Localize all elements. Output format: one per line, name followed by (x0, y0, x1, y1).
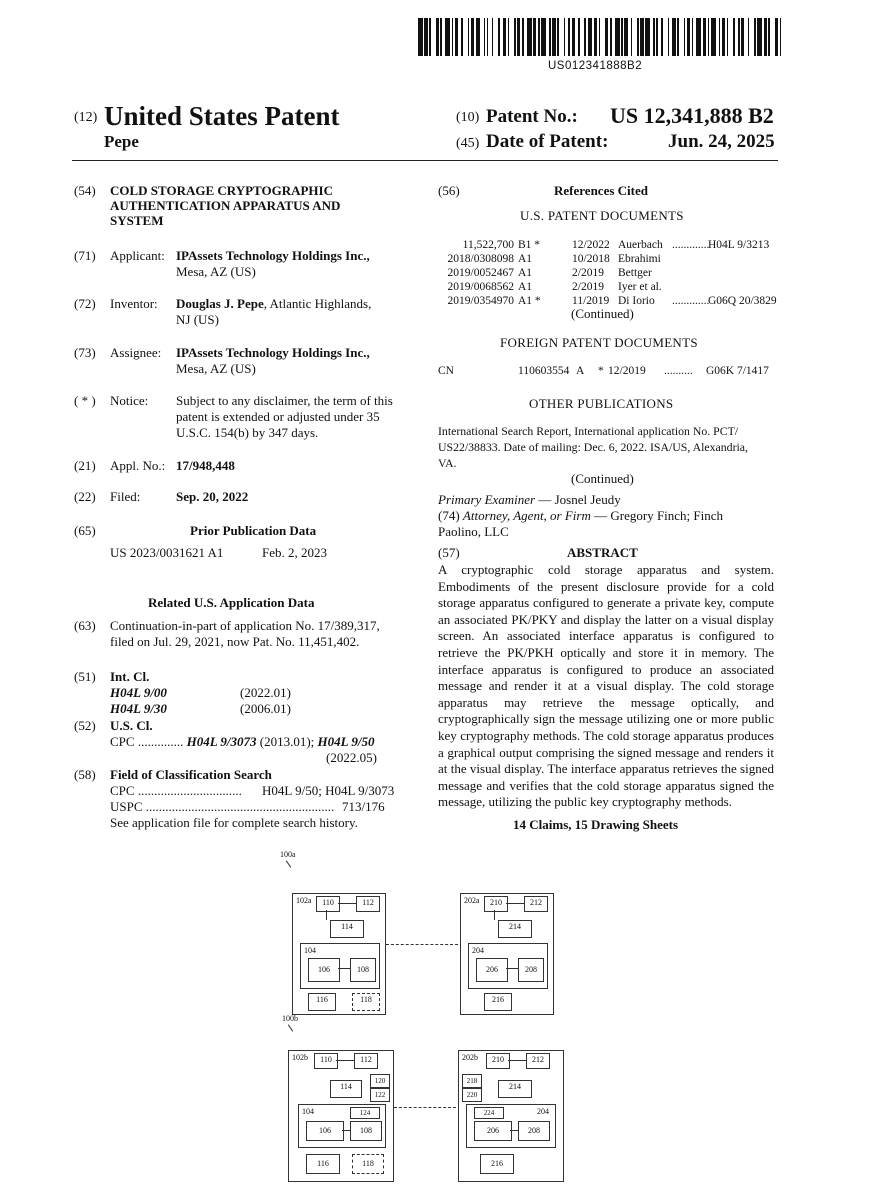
prior-publication-heading: Prior Publication Data (190, 523, 317, 538)
appl-no-label: Appl. No.: (110, 458, 166, 473)
barcode-bar (696, 18, 701, 56)
us-cl-cpc-label: CPC .............. (110, 734, 184, 749)
box-110a: 110 (316, 896, 340, 912)
barcode-bar (498, 18, 500, 56)
attorney-name: — Gregory Finch; Finch (590, 508, 724, 523)
inventor-state: NJ (US) (176, 312, 219, 327)
int-cl-heading: Int. Cl. (110, 669, 150, 684)
box-122b: 122 (370, 1088, 390, 1102)
foreign-doc-row (438, 364, 778, 378)
barcode-bar (517, 18, 520, 56)
link-210-212b (508, 1060, 526, 1061)
barcode-bar (568, 18, 570, 56)
link-206-208b (510, 1130, 518, 1131)
link-210-214a (494, 910, 495, 920)
box-212a: 212 (524, 896, 548, 912)
barcode-bar (468, 18, 470, 56)
assignee-name: IPAssets Technology Holdings Inc., (176, 345, 370, 360)
box-218b: 218 (462, 1074, 482, 1088)
doc-classification: G06Q 20/3829 (708, 295, 777, 307)
filed-date: Sep. 20, 2022 (176, 489, 249, 504)
link-106-108b (342, 1130, 350, 1131)
barcode-bar (538, 18, 540, 56)
barcode-bar (572, 18, 575, 56)
us-patent-doc-row (438, 280, 778, 294)
prior-publication-number: US 2023/0031621 A1 (110, 545, 224, 560)
box-112a: 112 (356, 896, 380, 912)
barcode-bar (687, 18, 690, 56)
other-pub-line-3: VA. (438, 456, 457, 470)
barcode-bar (429, 18, 431, 56)
continuation-line-2: filed on Jul. 29, 2021, now Pat. No. 11,451,402. (110, 634, 360, 649)
box-210a: 210 (484, 896, 508, 912)
doc-classification: H04L 9/3213 (708, 239, 770, 251)
references-cited-heading: References Cited (554, 183, 648, 198)
code-71: (71) (74, 248, 96, 263)
code-58: (58) (74, 767, 96, 782)
doc-name: Di Iorio (618, 295, 655, 307)
box-216b: 216 (480, 1154, 514, 1174)
barcode-bar (733, 18, 735, 56)
barcode-bar (484, 18, 486, 56)
foreign-classification: G06K 7/1417 (706, 365, 769, 377)
barcode-bar (452, 18, 454, 56)
int-cl-1-version: (2022.01) (240, 685, 291, 700)
barcode-bar (445, 18, 450, 56)
code-22: (22) (74, 489, 96, 504)
foreign-number: 110603554 (518, 365, 570, 377)
applicant-location: Mesa, AZ (US) (176, 264, 256, 279)
code-63: (63) (74, 618, 96, 633)
barcode-bar (719, 18, 721, 56)
barcode-bar (503, 18, 506, 56)
inventor-city: , Atlantic Highlands, (263, 296, 372, 311)
barcode-bar (640, 18, 643, 56)
other-publications-heading: OTHER PUBLICATIONS (529, 396, 674, 411)
barcode-bar (461, 18, 463, 56)
abstract-text: A cryptographic cold storage apparatus and system. Embodiments of the present disclosure provide for a cold storage apparatus configured to generate a private key, compute an associated PK/PKY and display the latter on a visual display screen. An associated interface apparatus is configured to retrieve the PK/PKH optically and store it in memory. The interface apparatus is configured to produce an associated message and render it at a visual display. The cold storage apparatus may retrieve the message optically, and cryptographically sign the message utilizing one or more public key cryptography methods. The cold storage apparatus produces a graphical output comprising the signed message and renders it at the visual display. The interface apparatus retrieves the signed message and verifies that the cold storage apparatus signed the message, utilizing the public key cryptography methods. (438, 562, 774, 810)
barcode-bar (661, 18, 663, 56)
box-114a: 114 (330, 920, 364, 938)
inventor-line (176, 296, 371, 312)
patent-number: US 12,341,888 B2 (610, 103, 774, 128)
box-208b: 208 (518, 1121, 550, 1141)
barcode-bar (708, 18, 710, 56)
doc-number: 2018/0308098 (447, 253, 514, 265)
barcode-bar (610, 18, 612, 56)
doc-dots: ............. (672, 239, 710, 251)
barcode-bar (514, 18, 516, 56)
code-notice: ( * ) (74, 393, 96, 408)
assignee-location: Mesa, AZ (US) (176, 361, 256, 376)
barcode-bar (780, 18, 782, 56)
us-cl-heading: U.S. Cl. (110, 718, 153, 733)
inventor-name: Douglas J. Pepe (176, 296, 264, 311)
link-110-114a (326, 910, 327, 920)
related-application-heading: Related U.S. Application Data (148, 595, 315, 610)
int-cl-2-version: (2006.01) (240, 701, 291, 716)
barcode-bar (768, 18, 770, 56)
int-cl-2: H04L 9/30 (110, 701, 167, 716)
box-214b: 214 (498, 1080, 532, 1098)
barcode-bar (653, 18, 655, 56)
barcode-bar (748, 18, 750, 56)
barcode-bar (711, 18, 716, 56)
appl-no: 17/948,448 (176, 458, 235, 473)
barcode-bar (492, 18, 494, 56)
header-rule (72, 160, 778, 161)
barcode-bar (722, 18, 725, 56)
examiner-label: Primary Examiner (438, 492, 536, 507)
box-106a: 106 (308, 958, 340, 982)
barcode-bar (754, 18, 756, 56)
barcode-bar (508, 18, 510, 56)
code-21: (21) (74, 458, 96, 473)
claims-summary: 14 Claims, 15 Drawing Sheets (513, 817, 679, 832)
notice-label: Notice: (110, 393, 149, 408)
doc-name: Iyer et al. (618, 281, 662, 293)
notice-line-2: patent is extended or adjusted under 35 (176, 409, 380, 424)
label-204a: 204 (472, 946, 484, 955)
doc-number: 11,522,700 (462, 239, 514, 251)
barcode-bar (621, 18, 623, 56)
barcode-bar (727, 18, 729, 56)
code-52: (52) (74, 718, 96, 733)
inventor-surname: Pepe (104, 132, 139, 151)
box-120b: 120 (370, 1074, 390, 1088)
box-114b: 114 (330, 1080, 362, 1098)
date-of-patent: Jun. 24, 2025 (668, 131, 775, 152)
barcode-bar (476, 18, 481, 56)
link-top-devices (386, 944, 458, 945)
barcode-bar (677, 18, 679, 56)
code-57: (57) (438, 545, 460, 560)
barcode-bar (656, 18, 658, 56)
barcode-bar (672, 18, 675, 56)
applicant-label: Applicant: (110, 248, 165, 263)
filed-label: Filed: (110, 489, 141, 504)
doc-kind: B1 * (518, 239, 541, 251)
code-65: (65) (74, 523, 96, 538)
box-118a: 118 (352, 993, 380, 1011)
barcode-bar (684, 18, 686, 56)
field-search-uspc: 713/176 (342, 799, 385, 814)
us-cl-cpc-1-version: (2013.01); (259, 734, 315, 749)
foreign-country: CN (438, 365, 454, 377)
box-124b: 124 (350, 1107, 380, 1119)
barcode (418, 18, 780, 56)
doc-dots: ............. (672, 295, 710, 307)
doc-number: 2019/0068562 (447, 281, 514, 293)
int-cl-1: H04L 9/00 (110, 685, 167, 700)
us-cl-cpc-1: H04L 9/3073 (186, 734, 257, 749)
date-of-patent-label: Date of Patent: (486, 131, 609, 152)
doc-date: 11/2019 (572, 295, 610, 307)
inventor-label: Inventor: (110, 296, 158, 311)
figure-arrow-b (288, 1024, 293, 1031)
continued-other-pubs: (Continued) (571, 471, 634, 486)
link-110-112b (336, 1060, 354, 1061)
barcode-bar (471, 18, 474, 56)
foreign-dots: .......... (664, 365, 693, 377)
barcode-bar (584, 18, 586, 56)
barcode-bar (522, 18, 524, 56)
us-cl-cpc-2-version: (2022.05) (326, 750, 377, 765)
barcode-bar (631, 18, 633, 56)
other-pub-line-2: US22/38833. Date of mailing: Dec. 6, 2022. ISA/US, Alexandria, (438, 440, 748, 454)
box-106b: 106 (306, 1121, 344, 1141)
barcode-bar (541, 18, 546, 56)
box-214a: 214 (498, 920, 532, 938)
foreign-date: 12/2019 (608, 365, 646, 377)
code-74: (74) (438, 508, 460, 523)
barcode-number: US012341888B2 (548, 60, 643, 72)
field-search-cpc-label: CPC ................................ (110, 783, 242, 798)
doc-date: 2/2019 (572, 281, 604, 293)
us-patent-docs-heading: U.S. PATENT DOCUMENTS (520, 208, 684, 223)
box-212b: 212 (526, 1053, 550, 1069)
barcode-bar (605, 18, 608, 56)
barcode-bar (692, 18, 694, 56)
box-118b: 118 (352, 1154, 384, 1174)
figure-label-100a: 100a (280, 850, 296, 859)
barcode-bar (552, 18, 555, 56)
code-72: (72) (74, 296, 96, 311)
barcode-bar (436, 18, 439, 56)
doc-name: Bettger (618, 267, 652, 279)
barcode-bar (557, 18, 559, 56)
barcode-bar (455, 18, 458, 56)
barcode-bar (624, 18, 627, 56)
figure-label-100b: 100b (282, 1014, 298, 1023)
barcode-bar (588, 18, 593, 56)
us-cl-cpc-2: H04L 9/50 (317, 734, 375, 749)
prior-publication-date: Feb. 2, 2023 (262, 545, 327, 560)
code-73: (73) (74, 345, 96, 360)
box-206b: 206 (474, 1121, 512, 1141)
link-bottom-devices (394, 1107, 456, 1108)
other-pub-line-1: International Search Report, International application No. PCT/ (438, 424, 739, 438)
us-patent-doc-row (438, 238, 778, 252)
barcode-bar (487, 18, 489, 56)
link-210-212a (506, 903, 524, 904)
label-202a: 202a (464, 896, 480, 905)
barcode-bar (764, 18, 767, 56)
barcode-bar (578, 18, 580, 56)
figure-arrow-a (286, 860, 291, 867)
barcode-bar (668, 18, 670, 56)
doc-number: 2019/0052467 (447, 267, 514, 279)
box-206a: 206 (476, 958, 508, 982)
box-116a: 116 (308, 993, 336, 1011)
code-45: (45) (456, 136, 480, 151)
doc-date: 2/2019 (572, 267, 604, 279)
link-106-108a (338, 968, 350, 969)
applicant-name: IPAssets Technology Holdings Inc., (176, 248, 370, 263)
attorney-line (438, 508, 723, 524)
attorney-label: Attorney, Agent, or Firm (462, 508, 591, 523)
barcode-bar (775, 18, 778, 56)
code-56: (56) (438, 183, 460, 198)
label-104b: 104 (302, 1107, 314, 1116)
doc-number: 2019/0354970 (447, 295, 514, 307)
us-patent-doc-row (438, 252, 778, 266)
title-line-2: AUTHENTICATION APPARATUS AND (110, 198, 341, 213)
patent-type-title: United States Patent (104, 101, 340, 131)
barcode-bar (738, 18, 740, 56)
patent-no-label: Patent No.: (486, 106, 578, 127)
barcode-bar (533, 18, 536, 56)
abstract-heading: ABSTRACT (567, 545, 638, 560)
doc-date: 10/2018 (572, 253, 610, 265)
box-224b: 224 (474, 1107, 504, 1119)
barcode-bar (440, 18, 442, 56)
link-110-112a (338, 903, 356, 904)
field-search-uspc-label: USPC .......................................................... (110, 799, 335, 814)
box-108a: 108 (350, 958, 376, 982)
examiner-name: — Josnel Jeudy (535, 492, 621, 507)
box-108b: 108 (350, 1121, 382, 1141)
barcode-bar (424, 18, 427, 56)
foreign-docs-heading: FOREIGN PATENT DOCUMENTS (500, 335, 698, 350)
continued-us-docs: (Continued) (571, 306, 634, 321)
box-210b: 210 (486, 1053, 510, 1069)
us-patent-doc-row (438, 266, 778, 280)
barcode-bar (615, 18, 620, 56)
box-208a: 208 (518, 958, 544, 982)
field-search-heading: Field of Classification Search (110, 767, 272, 782)
barcode-bar (741, 18, 744, 56)
barcode-bar (757, 18, 762, 56)
barcode-bar (549, 18, 551, 56)
title-line-1: COLD STORAGE CRYPTOGRAPHIC (110, 183, 333, 198)
notice-line-3: U.S.C. 154(b) by 347 days. (176, 425, 319, 440)
doc-kind: A1 (518, 281, 533, 293)
examiner-line (438, 492, 621, 508)
barcode-bar (527, 18, 532, 56)
barcode-bar (645, 18, 650, 56)
field-search-cpc: H04L 9/50; H04L 9/3073 (262, 783, 395, 798)
doc-name: Auerbach (618, 239, 663, 251)
continuation-line-1: Continuation-in-part of application No. 17/389,317, (110, 618, 380, 633)
code-54: (54) (74, 183, 96, 198)
doc-date: 12/2022 (572, 239, 610, 251)
foreign-kind: A (576, 365, 585, 377)
doc-kind: A1 (518, 253, 533, 265)
barcode-bar (703, 18, 706, 56)
box-220b: 220 (462, 1088, 482, 1102)
notice-line-1: Subject to any disclaimer, the term of this (176, 393, 393, 408)
barcode-bar (564, 18, 566, 56)
barcode-bar (418, 18, 423, 56)
label-204b: 204 (537, 1107, 549, 1116)
label-104a: 104 (304, 946, 316, 955)
doc-name: Ebrahimi (618, 253, 661, 265)
label-202b: 202b (462, 1053, 478, 1062)
foreign-star: * (598, 365, 604, 377)
box-216a: 216 (484, 993, 512, 1011)
assignee-label: Assignee: (110, 345, 162, 360)
barcode-bar (637, 18, 639, 56)
field-search-note: See application file for complete search history. (110, 815, 358, 830)
label-102b: 102b (292, 1053, 308, 1062)
attorney-line-2: Paolino, LLC (438, 524, 509, 539)
code-51: (51) (74, 669, 96, 684)
code-12: (12) (74, 110, 98, 125)
box-112b: 112 (354, 1053, 378, 1069)
box-116b: 116 (306, 1154, 340, 1174)
link-206-208a (506, 968, 518, 969)
title-line-3: SYSTEM (110, 213, 164, 228)
doc-kind: A1 * (518, 295, 541, 307)
code-10: (10) (456, 110, 480, 125)
doc-kind: A1 (518, 267, 533, 279)
us-cl-cpc-line (110, 734, 374, 750)
box-110b: 110 (314, 1053, 338, 1069)
barcode-bar (599, 18, 601, 56)
label-102a: 102a (296, 896, 312, 905)
barcode-bar (594, 18, 597, 56)
